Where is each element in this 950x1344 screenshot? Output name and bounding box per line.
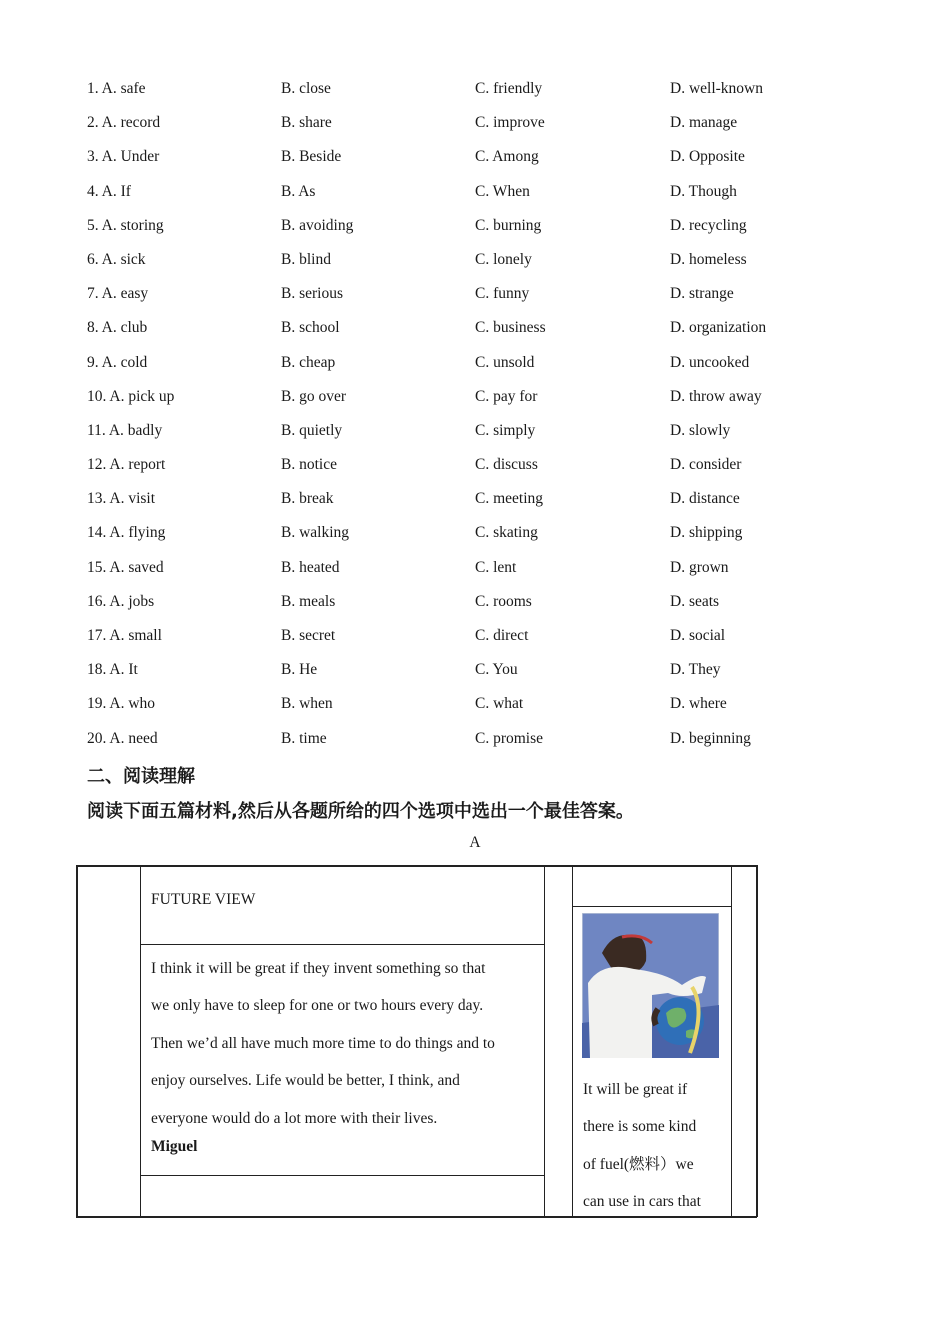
- option-c: C. meeting: [475, 490, 544, 508]
- option-c: C. simply: [475, 421, 536, 439]
- option-a: 15. A. saved: [87, 558, 164, 576]
- option-c: C. discuss: [475, 456, 538, 474]
- paragraph-line: I think it will be great if they invent something so that: [151, 960, 486, 977]
- option-d: D. well-known: [670, 80, 763, 97]
- option-b: B. heated: [281, 558, 340, 576]
- option-a: 7. A. easy: [87, 285, 149, 303]
- option-d: D. beginning: [670, 729, 751, 747]
- option-b: B. meals: [281, 592, 336, 610]
- option-row: [0, 454, 950, 488]
- option-d: D. seats: [670, 592, 720, 610]
- option-c: C. When: [475, 182, 530, 200]
- paragraph-line: enjoy ourselves. Life would be better, I think, and: [151, 1072, 460, 1090]
- option-c: C. pay for: [475, 387, 538, 405]
- option-d: D. organization: [670, 319, 767, 337]
- side-line: It will be great if: [583, 1081, 688, 1098]
- option-row: [0, 693, 950, 727]
- option-row: [0, 488, 950, 522]
- option-d: D. slowly: [670, 421, 731, 439]
- option-row: [0, 283, 950, 317]
- option-b: B. close: [281, 80, 331, 97]
- option-d: D. uncooked: [670, 353, 750, 371]
- option-c: C. improve: [475, 114, 545, 132]
- section-title: 二、阅读理解: [87, 766, 195, 787]
- option-a: 17. A. small: [87, 627, 162, 644]
- option-c: C. friendly: [475, 80, 543, 97]
- option-c: C. Among: [475, 148, 539, 166]
- side-line: can use in cars that: [583, 1193, 701, 1211]
- option-d: D. consider: [670, 456, 742, 474]
- option-c: C. what: [475, 695, 524, 713]
- option-a: 12. A. report: [87, 456, 166, 474]
- option-d: D. strange: [670, 285, 734, 303]
- paragraph-line: we only have to sleep for one or two hours every day.: [151, 997, 484, 1015]
- option-a: 4. A. If: [87, 182, 131, 200]
- option-row: [0, 317, 950, 351]
- option-a: 18. A. It: [87, 661, 138, 679]
- option-a: 10. A. pick up: [87, 387, 175, 405]
- option-a: 1. A. safe: [87, 80, 146, 97]
- option-row: [0, 557, 950, 591]
- option-row: [0, 420, 950, 454]
- option-d: D. manage: [670, 114, 738, 132]
- option-b: B. avoiding: [281, 216, 354, 234]
- option-a: 19. A. who: [87, 695, 156, 713]
- option-c: C. funny: [475, 285, 530, 303]
- option-row: [0, 352, 950, 386]
- side-line: there is some kind: [583, 1118, 697, 1136]
- option-b: B. serious: [281, 285, 343, 303]
- option-row: [0, 591, 950, 625]
- option-b: B. Beside: [281, 148, 342, 166]
- option-row: [0, 215, 950, 249]
- option-b: B. secret: [281, 627, 336, 644]
- option-c: C. direct: [475, 627, 529, 644]
- option-d: D. recycling: [670, 216, 747, 234]
- author-name: Miguel: [151, 1138, 198, 1155]
- option-d: D. Though: [670, 182, 737, 200]
- side-column-text: [583, 1071, 723, 1221]
- option-a: 6. A. sick: [87, 250, 146, 268]
- option-a: 13. A. visit: [87, 490, 156, 508]
- option-row: [0, 181, 950, 215]
- option-c: C. lonely: [475, 250, 532, 268]
- option-a: 14. A. flying: [87, 524, 166, 542]
- option-b: B. time: [281, 729, 327, 747]
- scientist-globe-illustration: [582, 913, 719, 1058]
- option-d: D. social: [670, 627, 726, 644]
- option-b: B. quietly: [281, 421, 343, 439]
- option-b: B. cheap: [281, 353, 336, 371]
- option-d: D. distance: [670, 490, 740, 508]
- option-a: 16. A. jobs: [87, 592, 155, 610]
- option-d: D. homeless: [670, 250, 747, 268]
- option-b: B. school: [281, 319, 340, 337]
- paragraph-line: Then we’d all have much more time to do things and to: [151, 1034, 495, 1052]
- option-row: [0, 386, 950, 420]
- option-a: 8. A. club: [87, 319, 148, 337]
- option-row: [0, 728, 950, 762]
- option-d: D. throw away: [670, 387, 762, 405]
- option-b: B. He: [281, 661, 318, 679]
- option-c: C. business: [475, 319, 546, 337]
- option-a: 5. A. storing: [87, 216, 164, 234]
- paragraph-line: everyone would do a lot more with their lives.: [151, 1109, 438, 1127]
- option-b: B. As: [281, 182, 316, 200]
- option-c: C. skating: [475, 524, 538, 542]
- option-c: C. rooms: [475, 592, 532, 610]
- section-instruction: 阅读下面五篇材料,然后从各题所给的四个选项中选出一个最佳答案。: [87, 801, 634, 822]
- option-c: C. promise: [475, 729, 544, 747]
- option-row: [0, 625, 950, 659]
- option-a: 20. A. need: [87, 729, 158, 747]
- option-d: D. shipping: [670, 524, 743, 542]
- option-d: D. where: [670, 695, 727, 713]
- option-d: D. grown: [670, 558, 729, 576]
- table-heading: FUTURE VIEW: [151, 891, 256, 908]
- option-a: 2. A. record: [87, 114, 161, 132]
- option-c: C. You: [475, 661, 518, 679]
- option-d: D. They: [670, 661, 721, 679]
- option-a: 9. A. cold: [87, 353, 148, 371]
- option-row: [0, 659, 950, 693]
- options-list: [0, 78, 950, 762]
- option-row: [0, 112, 950, 146]
- passage-paragraph: [151, 950, 541, 1137]
- option-b: B. notice: [281, 456, 337, 474]
- option-b: B. break: [281, 490, 334, 508]
- option-row: [0, 78, 950, 112]
- option-c: C. burning: [475, 216, 542, 234]
- option-row: [0, 522, 950, 556]
- option-c: C. unsold: [475, 353, 535, 371]
- option-row: [0, 249, 950, 283]
- side-line: of fuel(燃料）we: [583, 1155, 694, 1173]
- option-d: D. Opposite: [670, 148, 745, 166]
- option-a: 11. A. badly: [87, 421, 163, 439]
- option-b: B. blind: [281, 250, 331, 268]
- option-b: B. walking: [281, 524, 350, 542]
- option-a: 3. A. Under: [87, 148, 160, 166]
- option-b: B. when: [281, 695, 333, 713]
- option-b: B. go over: [281, 387, 347, 405]
- passage-label: A: [469, 834, 481, 851]
- option-c: C. lent: [475, 558, 517, 576]
- option-row: [0, 146, 950, 180]
- option-b: B. share: [281, 114, 332, 132]
